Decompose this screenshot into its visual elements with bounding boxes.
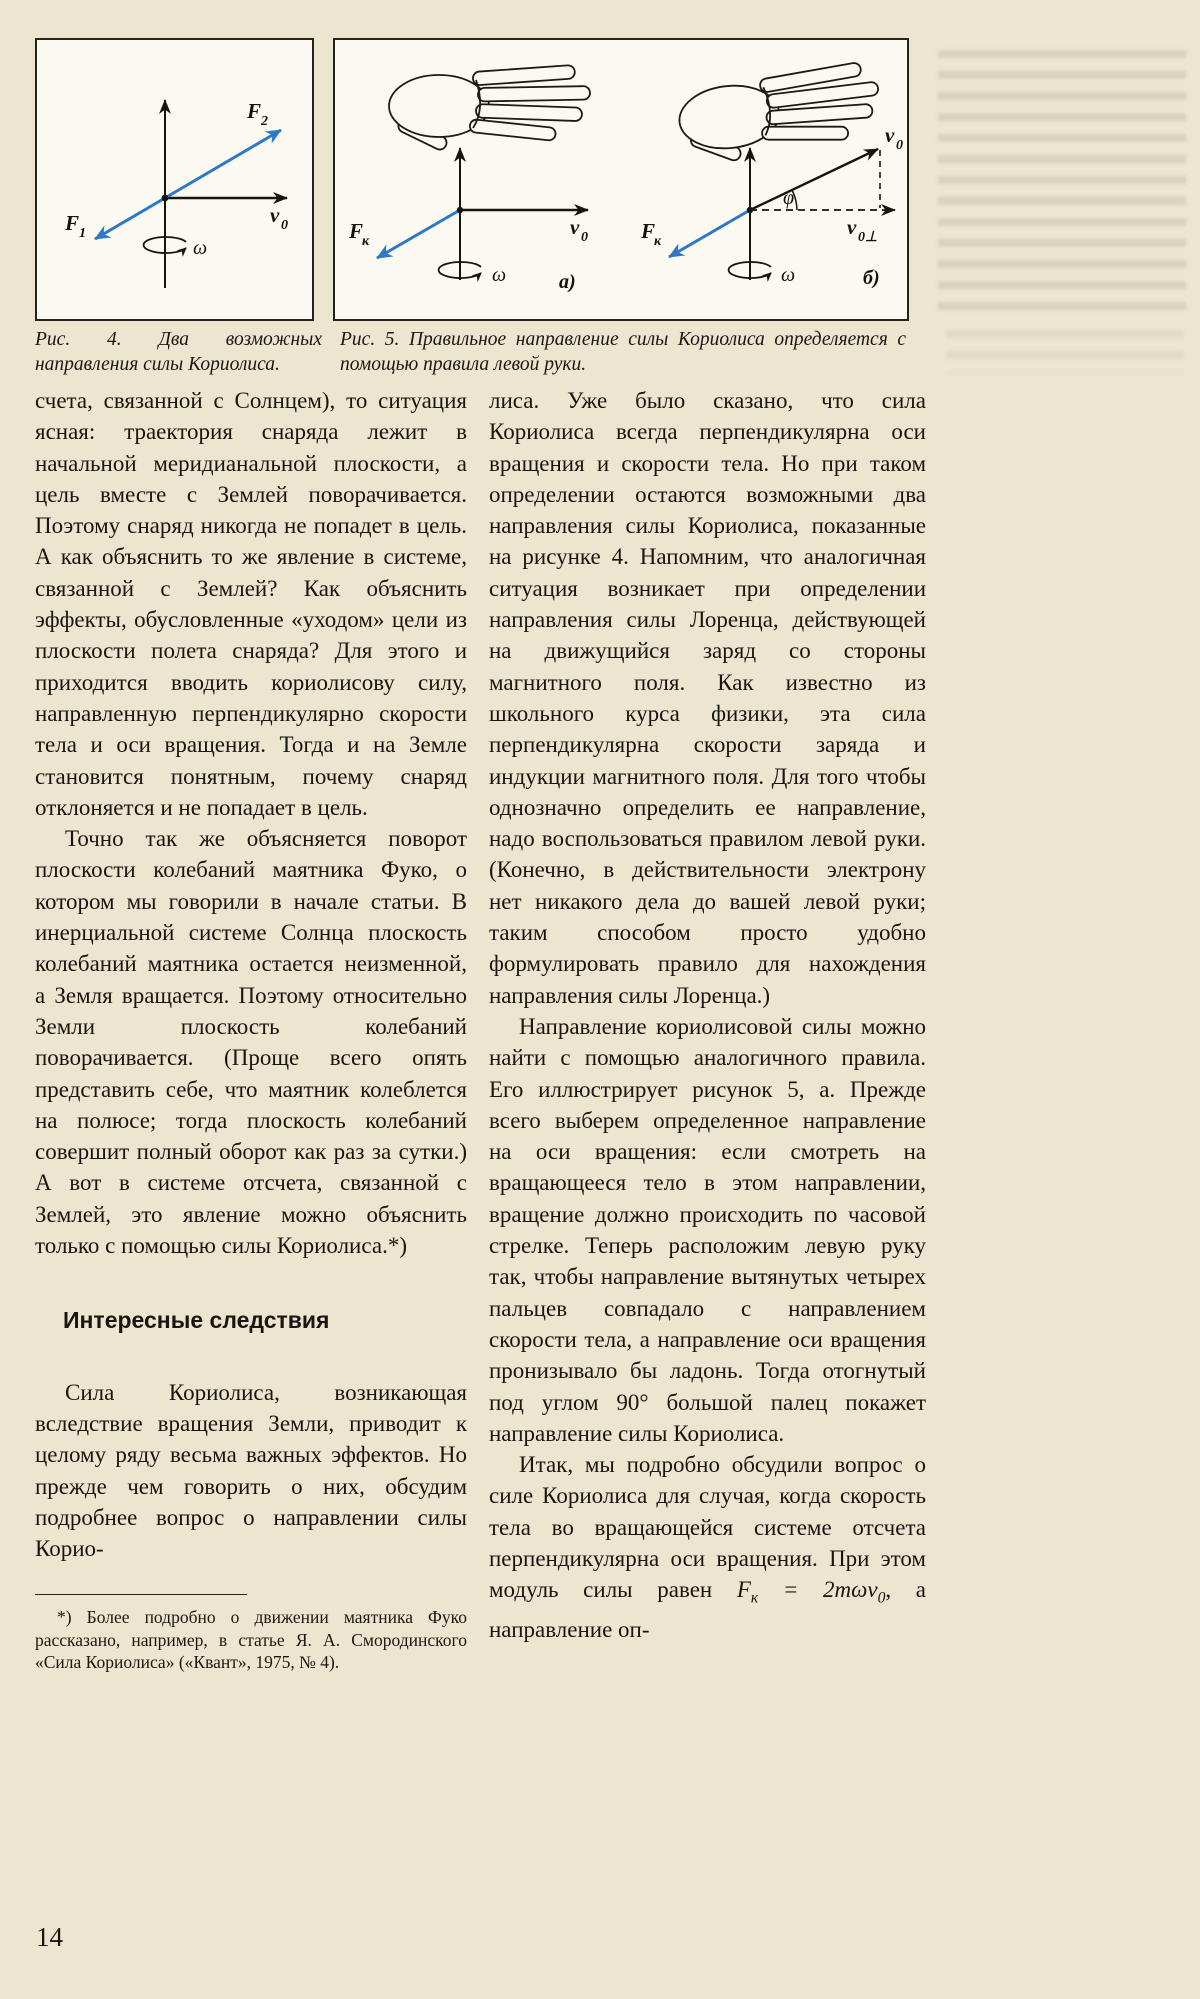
vector-label-f2: F	[247, 99, 262, 123]
omega-label-b: ω	[781, 264, 796, 286]
origin-point-a	[457, 207, 463, 213]
body-paragraph: Точно так же объясняется поворот плоскости колебаний маятника Фуко, о котором мы говорили в начале статьи. В инерциальной системе Солнца плоскость колебаний маятника остается неизменной, а Земля вращается. Поэтому относительно Земли плоскость колебаний поворачивается. (Проще всего опять представить себе, что маятник колеблется на полюсе; тогда плоскость колебаний совершит полный оборот как раз за сутки.) А вот в системе отсчета, связанной с Землей, это явление можно объяснить только с помощью силы Кориолиса.*)	[35, 826, 467, 1259]
body-paragraph: Направление кориолисовой силы можно найти с помощью аналогичного правила. Его иллюстрирует рисунок 5, а. Прежде всего выберем определенное направление на оси вращения: если смотреть на вращающееся тело в этом направлении, вращение должно происходить по часовой стрелке. Теперь расположим левую руку так, чтобы направление вытянутых четырех пальцев совпадало с направлением скорости тела, а направление оси вращения пронизывало бы ладонь. Тогда отогнутый под углом 90° большой палец покажет направление силы Кориолиса.	[489, 1013, 926, 1446]
vector-label-fk-b-sub: к	[654, 234, 662, 249]
vector-label-v0-a: v	[570, 215, 580, 239]
figure-4-caption: Рис. 4. Два возможных направления силы Кориолиса.	[35, 329, 322, 375]
coriolis-force-vector-f2	[165, 130, 281, 198]
formula-f-subscript: к	[750, 1589, 759, 1607]
figure-5-diagram	[335, 40, 907, 319]
section-heading: Интересные следствия	[63, 1307, 330, 1334]
vector-label-fk-a-sub: к	[362, 234, 370, 249]
vector-label-v0-a-sub: 0	[581, 230, 588, 245]
vector-label-f2-sub: 2	[261, 114, 268, 129]
coriolis-force-vector-b	[669, 210, 750, 257]
vector-label-v0-b-sub: 0	[896, 138, 903, 153]
vector-label-v0-b: v	[885, 123, 895, 147]
body-paragraph: лиса. Уже было сказано, что сила Кориолиса всегда перпендикулярна оси вращения и скорости тела. Но при таком определении остаются возможными два направления силы Кориолиса, показанные на рисунке 4. Напомним, что аналогичная ситуация возникает при определении направления силы Лоренца, действующей на движущийся заряд со стороны магнитного поля. Как известно из школьного курса физики, эта сила перпендикулярна скорости заряда и индукции магнитного поля. Для того чтобы однозначно определить ее направление, надо воспользоваться правилом левой руки. (Конечно, в действительности электрону нет никакого дела до вашей левой руки; таким способом просто удобно формулировать правило для нахождения направления силы Лоренца.)	[489, 388, 926, 1008]
formula-expression: = 2mωv	[758, 1577, 878, 1603]
figure-5a	[348, 65, 590, 293]
part-label-b: б)	[863, 267, 880, 289]
vector-label-f1-sub: 1	[79, 226, 86, 241]
left-text-column	[35, 385, 467, 1674]
paragraph-text: Итак, мы подробно обсудили вопрос о силе Кориолиса для случая, когда скорость тела во вращающейся системе отсчета перпендикулярна оси вращения. При этом модуль силы равен	[489, 1452, 926, 1603]
coriolis-force-vector-f1	[95, 198, 165, 239]
figure-4-diagram	[37, 40, 312, 319]
figure-5-caption: Рис. 5. Правильное направление силы Кориолиса определяется с помощью правила левой руки.	[340, 329, 906, 375]
omega-label-a: ω	[492, 264, 507, 286]
page-number: 14	[36, 1922, 63, 1952]
scan-bleed-through	[938, 50, 1186, 312]
footnote: *) Более подробно о движении маятника Фуко рассказано, например, в статье Я. А. Смородинского «Сила Кориолиса» («Квант», 1975, № 4).	[35, 1594, 467, 1674]
coriolis-force-vector-a	[377, 210, 460, 258]
vector-label-v0perp-sub: 0⊥	[858, 230, 878, 245]
figure-5	[333, 38, 909, 321]
vector-label-fk-b: F	[641, 219, 656, 243]
right-text-column	[489, 385, 926, 1645]
vector-label-v0perp: v	[847, 215, 857, 239]
vector-label-v0-sub: 0	[281, 218, 288, 233]
body-paragraph-with-formula	[489, 1449, 926, 1645]
origin-point-b	[747, 207, 753, 213]
origin-point	[162, 195, 169, 202]
figure-4	[35, 38, 314, 321]
vector-label-v0: v	[270, 203, 280, 227]
body-paragraph: Сила Кориолиса, возникающая вследствие вращения Земли, приводит к целому ряду весьма важных эффектов. Но прежде чем говорить о них, обсудим подробнее вопрос о направлении силы Корио-	[35, 1379, 467, 1562]
omega-label: ω	[193, 237, 208, 259]
vector-label-f1: F	[65, 211, 80, 235]
vector-label-fk-a: F	[349, 219, 364, 243]
velocity-vector-v0-b	[750, 149, 878, 210]
figure-5b	[640, 60, 903, 289]
formula-v-subscript: 0	[877, 1589, 886, 1607]
paragraph-text: , а направление оп-	[489, 1577, 927, 1643]
scan-bleed-through	[946, 330, 1184, 374]
phi-angle-label: φ	[783, 187, 795, 209]
formula-f-symbol: F	[736, 1577, 751, 1603]
part-label-a: а)	[559, 271, 576, 293]
body-paragraph: счета, связанной с Солнцем), то ситуация ясная: траектория снаряда лежит в начальной меридианальной плоскости, а цель вместе с Землей поворачивается. Поэтому снаряд никогда не попадет в цель. А как объяснить то же явление в системе, связанной с Землей? Как объяснить эффекты, обусловленные «уходом» цели из плоскости полета снаряда? Для этого и приходится вводить кориолисову силу, направленную перпендикулярно скорости тела и оси вращения. Тогда и на Земле становится понятным, почему снаряд отклоняется и не попадает в цель.	[35, 388, 467, 820]
